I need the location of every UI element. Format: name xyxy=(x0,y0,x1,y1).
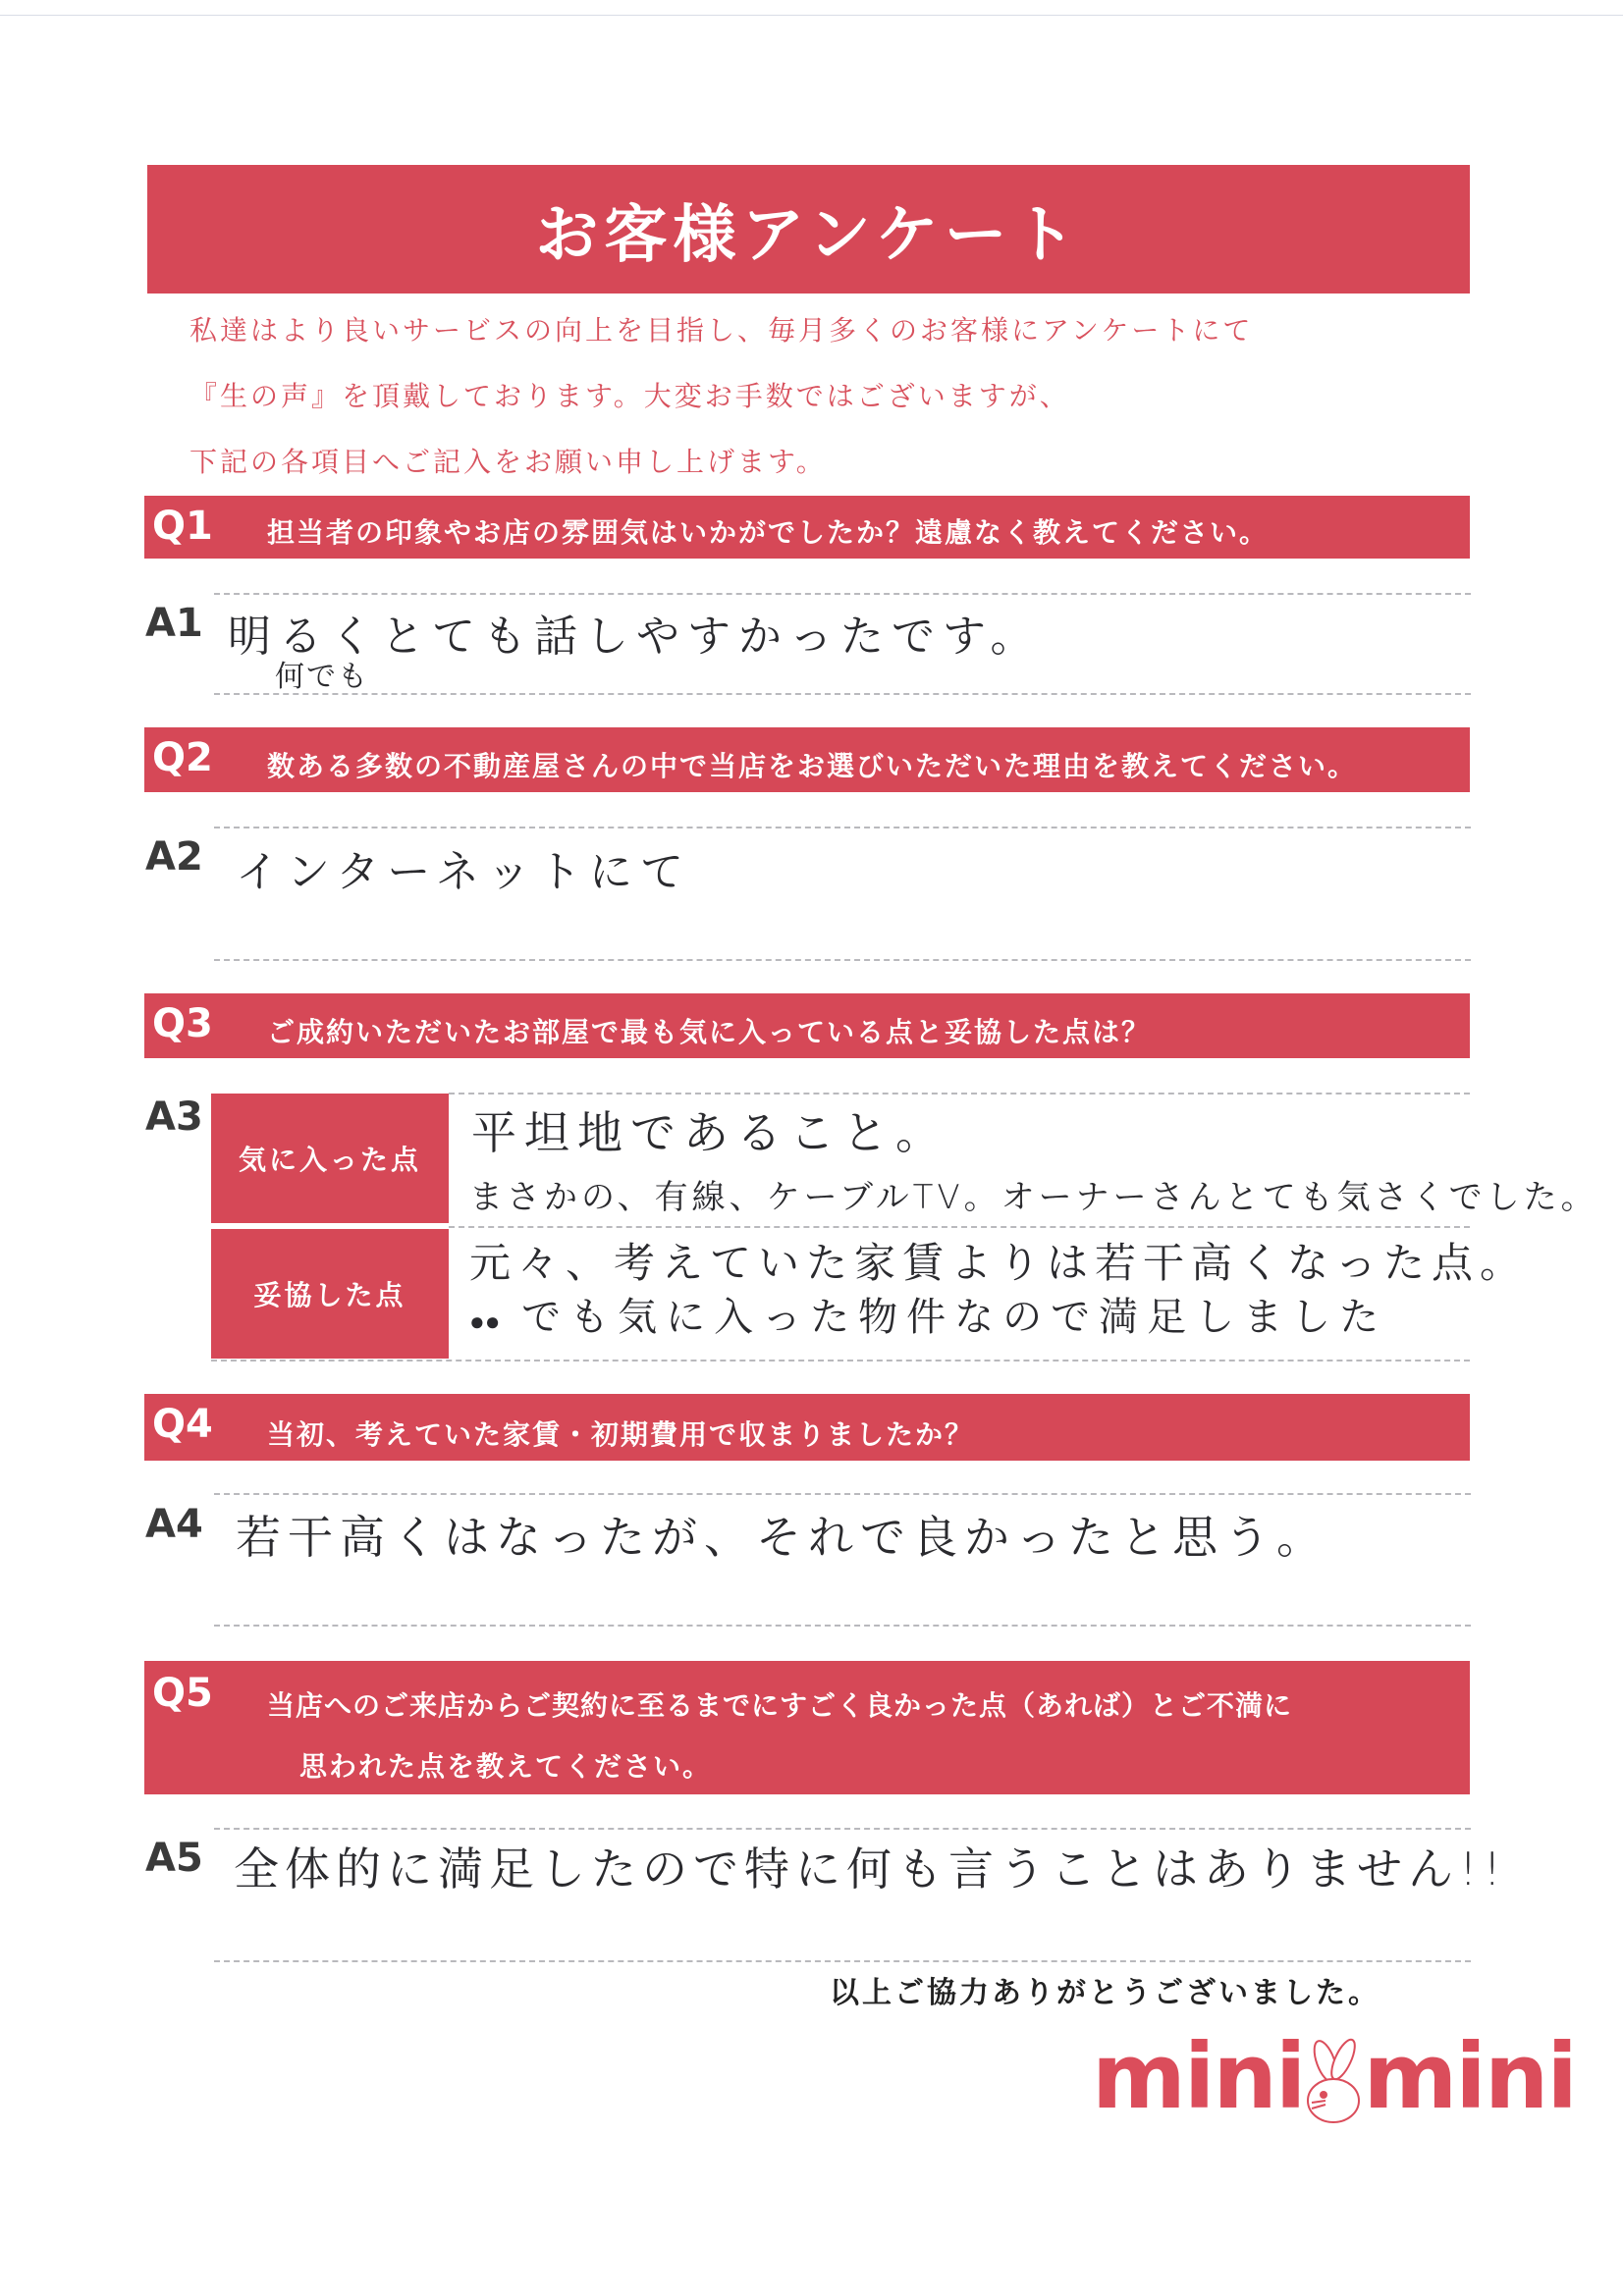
logo-word-right: mini xyxy=(1363,2024,1576,2129)
answer-rule xyxy=(214,1493,1471,1495)
answer-a1-text: 明るくとても話しやすかったです。 xyxy=(228,612,1042,662)
question-bar-q5 xyxy=(144,1661,1470,1794)
answer-a2-text: インターネットにて xyxy=(236,847,692,897)
question-text: 当初、考えていた家賃・初期費用で収まりましたか？ xyxy=(267,1418,975,1451)
answer-a4-text: 若干高くはなったが、それで良かったと思う。 xyxy=(236,1511,1328,1564)
compromise-line-2: ●● でも気に入った物件なので満足しました xyxy=(469,1295,1388,1340)
answer-rule xyxy=(214,593,1471,595)
compromise-line-1: 元々、考えていた家賃よりは若干高くなった点。 xyxy=(469,1239,1529,1287)
answer-label-a2: A2 xyxy=(145,834,203,880)
question-number: Q4 xyxy=(152,1402,213,1447)
scan-edge-line xyxy=(0,15,1623,16)
answer-rule xyxy=(449,1226,1470,1228)
answer-rule xyxy=(449,1093,1470,1095)
scribble-out-mark: ●● xyxy=(469,1308,501,1337)
question-bar-q2 xyxy=(144,727,1470,792)
page-title: お客様アンケート xyxy=(535,198,1082,272)
question-number: Q2 xyxy=(152,735,213,780)
answer-rule xyxy=(214,827,1471,828)
rabbit-icon xyxy=(1304,2036,1363,2124)
answer-rule xyxy=(214,693,1471,695)
question-number: Q3 xyxy=(152,1001,213,1046)
question-bar-q4 xyxy=(144,1394,1470,1461)
question-bar-q3 xyxy=(144,993,1470,1058)
answer-label-a5: A5 xyxy=(145,1836,203,1881)
answer-rule xyxy=(214,1625,1471,1627)
intro-line-2: 『生の声』を頂戴しております。大変お手数ではございますが、 xyxy=(189,380,1070,412)
answer-rule xyxy=(214,1960,1471,1962)
closing-message: 以上ご協力ありがとうございました。 xyxy=(830,1976,1380,2010)
answer-rule xyxy=(214,959,1471,961)
minimini-logo xyxy=(1092,2024,1576,2129)
answer-a5-text: 全体的に満足したので特に何も言うことはありません!! xyxy=(234,1842,1507,1896)
question-number: Q1 xyxy=(152,504,213,549)
liked-point-label: 気に入った点 xyxy=(211,1094,449,1223)
intro-line-3: 下記の各項目へご記入をお願い申し上げます。 xyxy=(189,446,827,478)
liked-line-2: まさかの、有線、ケーブルTV。オーナーさんとても気さくでした。 xyxy=(469,1178,1598,1217)
question-text: 担当者の印象やお店の雰囲気はいかがでしたか？遠慮なく教えてください。 xyxy=(267,516,1270,549)
answer-label-a3: A3 xyxy=(145,1095,203,1140)
liked-line-1: 平坦地であること。 xyxy=(471,1106,948,1159)
logo-word-left: mini xyxy=(1092,2024,1305,2129)
question-bar-q1 xyxy=(144,496,1470,559)
question-text-line-1: 当店へのご来店からご契約に至るまでにすごく良かった点（あれば）とご不満に xyxy=(267,1689,1293,1722)
answer-a1-insertion: 何でも xyxy=(275,660,369,694)
intro-line-1: 私達はより良いサービスの向上を目指し、毎月多くのお客様にアンケートにて xyxy=(189,314,1254,347)
answer-rule xyxy=(214,1828,1471,1830)
question-text: 数ある多数の不動産屋さんの中で当店をお選びいただいた理由を教えてください。 xyxy=(267,750,1358,782)
question-text: ご成約いただいたお部屋で最も気に入っている点と妥協した点は？ xyxy=(267,1016,1152,1048)
answer-rule xyxy=(211,1360,1470,1362)
compromise-point-label: 妥協した点 xyxy=(211,1229,449,1359)
question-text-line-2: 思われた点を教えてください。 xyxy=(299,1750,713,1783)
answer-label-a4: A4 xyxy=(145,1502,203,1547)
title-banner xyxy=(147,165,1470,294)
answer-label-a1: A1 xyxy=(145,601,203,646)
question-number: Q5 xyxy=(152,1671,213,1716)
